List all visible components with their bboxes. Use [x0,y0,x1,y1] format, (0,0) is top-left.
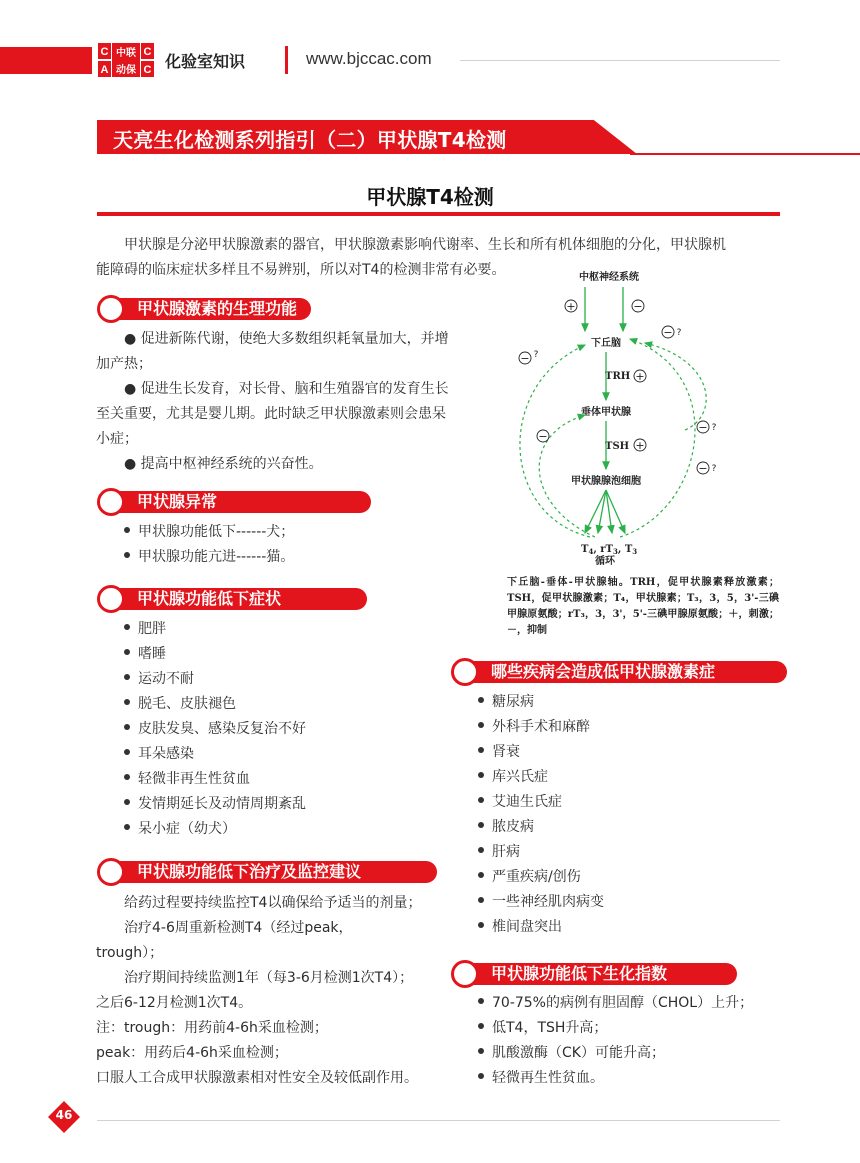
section-ring-icon [97,488,125,516]
list-item-label: 肝病 [492,844,520,860]
list-item [478,1016,607,1041]
svg-text:−: − [663,326,673,339]
bullet-icon [124,824,130,830]
bullet-icon [124,774,130,780]
physiology-line: 加产热； [96,356,152,372]
feedback-loop-right-outer [620,339,695,537]
svg-text:C: C [100,46,109,58]
bullet-icon [124,749,130,755]
svg-text:−: − [538,430,548,443]
bullet-icon [478,847,484,853]
series-banner-title: 天亮生化检测系列指引（二）甲状腺T4检测 [113,128,507,152]
list-item-label: 库兴氏症 [492,769,548,785]
section-ring-icon [451,960,479,988]
list-item-label: 肾衰 [492,744,520,760]
diagram-caption: 下丘脑-垂体-甲状腺轴。TRH，促甲状腺素释放激素；TSH，促甲状腺激素；T₄，甲状腺素；T₃，3，5，3'-三碘甲腺原氨酸；rT₃，3，3'，5'-三碘甲腺原氨酸；＋，刺激；－，抑制 [507,577,779,636]
bullet-icon [478,1073,484,1079]
list-item [478,690,534,715]
list-item-label: 发情期延长及动情周期紊乱 [138,796,306,812]
footer-rule [97,1120,780,1121]
list-item [124,817,236,842]
list-item-label: 运动不耐 [138,671,194,687]
intro-line-2: 能障碍的临床症状多样且不易辨别，所以对T4的检测非常有必要。 [96,262,506,278]
treatment-line: 治疗期间持续监测1年（每3-6月检测1次T4）； [124,970,414,986]
svg-text:?: ? [676,328,682,338]
bullet-icon [124,699,130,705]
bullet-icon [478,897,484,903]
list-item-label: 椎间盘突出 [492,919,562,935]
treatment-line: 治疗4-6周重新检测T4（经过peak， [124,920,353,936]
circulation-label: 循环 [595,556,615,567]
svg-text:?: ? [711,423,717,433]
cac-logo [97,42,155,78]
section-heading-label: 甲状腺功能低下治疗及监控建议 [109,861,437,883]
banner-rule [630,153,860,155]
header-rule [460,60,780,61]
physiology-line: 至关重要，尤其是婴儿期。此时缺乏甲状腺激素则会患呆 [96,406,446,422]
svg-text:−: − [698,462,708,475]
list-item-label: 呆小症（幼犬） [138,821,236,837]
svg-text:动保: 动保 [116,65,136,76]
section-ring-icon [97,295,125,323]
list-item [478,1066,604,1091]
list-item [478,765,548,790]
list-item [124,667,194,692]
svg-text:?: ? [533,350,539,360]
output-arrow [585,490,606,533]
svg-text:+: + [566,300,576,313]
treatment-line: 口服人工合成甲状腺激素相对性安全及较低副作用。 [96,1070,418,1086]
trh-label: TRH [605,371,631,382]
list-item-label: 脱毛、皮肤褪色 [138,696,236,712]
list-item [478,890,604,915]
section-heading-label: 甲状腺功能低下症状 [109,588,367,610]
svg-text:−: − [633,300,643,313]
bullet-icon [124,552,130,558]
bullet-icon [478,797,484,803]
list-item [478,1041,665,1066]
hypothalamus-label: 下丘脑 [591,338,621,349]
section-heading-label: 甲状腺功能低下生化指数 [463,963,737,985]
list-item-label: 嗜睡 [138,646,166,662]
bullet-icon [478,697,484,703]
list-item [478,991,753,1016]
svg-text:+: + [635,439,645,452]
section-heading-label: 哪些疾病会造成低甲状腺激素症 [463,661,787,683]
bullet-icon [124,799,130,805]
list-item [124,792,306,817]
svg-text:+: + [635,370,645,383]
bullet-icon [124,649,130,655]
list-item [478,840,520,865]
bullet-icon [478,822,484,828]
output-arrow [598,490,606,533]
list-item [478,715,590,740]
section-heading-label: 甲状腺异常 [109,491,371,513]
bullet-icon [124,624,130,630]
list-item [124,642,166,667]
feedback-loop-right-inner [645,343,706,430]
cns-label: 中枢神经系统 [579,272,639,283]
intro-line-1: 甲状腺是分泌甲状腺激素的器官，甲状腺激素影响代谢率、生长和所有机体细胞的分化，甲状腺机 [124,237,726,253]
tsh-label: TSH [605,441,630,452]
bullet-icon [478,998,484,1004]
bullet-icon [478,722,484,728]
title-rule [97,212,780,216]
page-number: 46 [55,1108,73,1122]
list-item [124,767,250,792]
physiology-line: ● 促进生长发育，对长骨、脑和生殖器官的发育生长 [124,381,449,397]
bullet-icon [478,1048,484,1054]
list-item [478,865,581,890]
list-item-label: 艾迪生氏症 [492,794,562,810]
bullet-icon [124,527,130,533]
physiology-line: ● 促进新陈代谢，使绝大多数组织耗氧量加大，并增 [124,331,449,347]
section-heading-label: 甲状腺激素的生理功能 [109,298,311,320]
list-item-label: 外科手术和麻醉 [492,719,590,735]
section-ring-icon [97,585,125,613]
list-item-label: 低T4，TSH升高； [492,1020,608,1036]
list-item: 甲状腺功能亢进------猫。 [124,545,294,570]
treatment-line: trough）； [96,945,164,961]
website-link[interactable]: www.bjccac.com [306,49,432,68]
section-ring-icon [451,658,479,686]
treatment-line: peak：用药后4-6h采血检测； [96,1045,288,1061]
svg-text:−: − [698,421,708,434]
list-item [124,742,194,767]
svg-text:C: C [143,46,152,58]
list-item [124,692,236,717]
list-item [478,815,534,840]
svg-text:C: C [143,64,152,76]
list-item-label: 糖尿病 [492,694,534,710]
list-item-label: 皮肤发臭、感染反复治不好 [138,721,306,737]
list-item-label: 耳朵感染 [138,746,194,762]
svg-text:−: − [520,352,530,365]
treatment-line: 给药过程要持续监控T4以确保给予适当的剂量； [124,895,422,911]
list-item-label: 肌酸激酶（CK）可能升高； [492,1045,665,1061]
list-item [478,915,562,940]
header-separator [285,46,288,74]
bullet-icon [124,724,130,730]
pituitary-label: 垂体甲状腺 [581,407,631,418]
section-ring-icon [97,858,125,886]
bullet-icon [478,772,484,778]
header-red-bar [0,47,92,74]
list-item-label: 严重疾病/创伤 [492,869,581,885]
page-title: 甲状腺T4检测 [366,185,494,209]
list-item [124,717,306,742]
bullet-icon [478,922,484,928]
treatment-line: 注：trough：用药前4-6h采血检测； [96,1020,328,1036]
list-item-label: 70-75%的病例有胆固醇（CHOL）上升； [492,995,754,1011]
bullet-icon [124,674,130,680]
hpt-axis-diagram [505,265,785,570]
bullet-icon [478,1023,484,1029]
svg-text:A: A [100,64,109,76]
physiology-line: ● 提高中枢神经系统的兴奋性。 [124,456,323,472]
follicle-label: 甲状腺腺泡细胞 [571,476,641,487]
svg-text:?: ? [711,464,717,474]
list-item [478,790,562,815]
list-item [478,740,520,765]
list-item-label: 脓皮病 [492,819,534,835]
hormones-label: $T_4$, $rT_3$, $T_3$ [581,544,638,556]
physiology-line: 小症； [96,431,138,447]
brand-title: 化验室知识 [165,52,246,71]
bullet-icon [478,872,484,878]
svg-text:中联: 中联 [116,48,136,59]
list-item-label: 轻微再生性贫血。 [492,1070,604,1086]
list-item [124,617,166,642]
bullet-icon [478,747,484,753]
list-item-label: 轻微非再生性贫血 [138,771,250,787]
list-item-label: 肥胖 [138,621,166,637]
treatment-line: 之后6-12月检测1次T4。 [96,995,253,1011]
list-item-label: 一些神经肌肉病变 [492,894,604,910]
list-item: 甲状腺功能低下------犬； [124,520,294,545]
